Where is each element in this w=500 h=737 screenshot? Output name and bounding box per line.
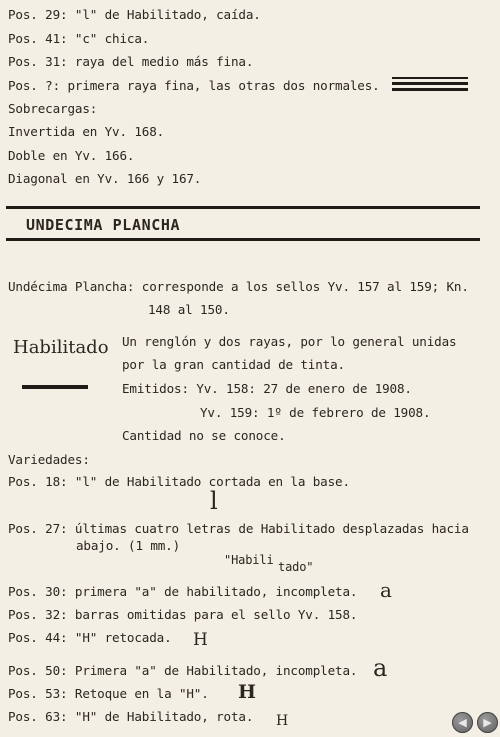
text-pos-unknown: Pos. ?: primera raya fina, las otras dos normales. xyxy=(8,78,380,93)
variedad-pos44: Pos. 44: "H" retocada. xyxy=(8,630,172,645)
variedad-pos18: Pos. 18: "l" de Habilitado cortada en la base. xyxy=(8,474,350,489)
sample-h-glyph-1: H xyxy=(193,630,208,650)
sample-h-glyph-3: H xyxy=(276,713,289,729)
section-rule-top xyxy=(6,206,480,209)
section-rule-bottom xyxy=(6,238,480,241)
variedad-pos63: Pos. 63: "H" de Habilitado, rota. xyxy=(8,709,254,724)
text-pos41: Pos. 41: "c" chica. xyxy=(8,31,150,46)
prev-page-button[interactable] xyxy=(452,712,473,733)
text-diagonal: Diagonal en Yv. 166 y 167. xyxy=(8,171,202,186)
habilitado-desc-1: Un renglón y dos rayas, por lo general unidas xyxy=(122,334,457,349)
habilitado-bar-sample xyxy=(22,385,88,389)
intro-line-2: 148 al 150. xyxy=(148,302,230,317)
text-doble: Doble en Yv. 166. xyxy=(8,148,135,163)
section-title: UNDECIMA PLANCHA xyxy=(26,216,181,234)
sample-l-glyph: l xyxy=(210,487,218,515)
variedad-pos27-line2: abajo. (1 mm.) xyxy=(76,538,181,553)
habilitado-emitidos-1: Emitidos: Yv. 158: 27 de enero de 1908. xyxy=(122,381,412,396)
variedades-label: Variedades: xyxy=(8,452,90,467)
text-pos31: Pos. 31: raya del medio más fina. xyxy=(8,54,254,69)
text-invertida: Invertida en Yv. 168. xyxy=(8,124,165,139)
variedad-pos50: Pos. 50: Primera "a" de Habilitado, incompleta. xyxy=(8,663,358,678)
habilitado-cantidad: Cantidad no se conoce. xyxy=(122,428,286,443)
next-page-button[interactable] xyxy=(477,712,498,733)
sample-habili: "Habili xyxy=(224,553,274,567)
intro-line-1: Undécima Plancha: corresponde a los sellos Yv. 157 al 159; Kn. xyxy=(8,279,469,294)
chevron-left-icon: ◀ xyxy=(458,716,467,729)
variedad-pos53: Pos. 53: Retoque en la "H". xyxy=(8,686,209,701)
habilitado-desc-2: por la gran cantidad de tinta. xyxy=(122,357,345,372)
habilitado-title: Habilitado xyxy=(13,337,109,358)
variedad-pos30: Pos. 30: primera "a" de habilitado, incompleta. xyxy=(8,584,358,599)
variedad-pos27-line1: Pos. 27: últimas cuatro letras de Habilitado desplazadas hacia xyxy=(8,521,469,536)
text-sobrecargas: Sobrecargas: xyxy=(8,101,98,116)
sample-a-glyph-1: a xyxy=(380,578,392,602)
chevron-right-icon: ▶ xyxy=(483,716,492,729)
sample-h-glyph-2: H xyxy=(238,681,256,703)
text-pos29: Pos. 29: "l" de Habilitado, caída. xyxy=(8,7,261,22)
sample-tado: tado" xyxy=(278,560,314,574)
habilitado-emitidos-2: Yv. 159: 1º de febrero de 1908. xyxy=(200,405,431,420)
variedad-pos32: Pos. 32: barras omitidas para el sello Yv. 158. xyxy=(8,607,358,622)
sample-a-glyph-2: a xyxy=(373,654,388,682)
